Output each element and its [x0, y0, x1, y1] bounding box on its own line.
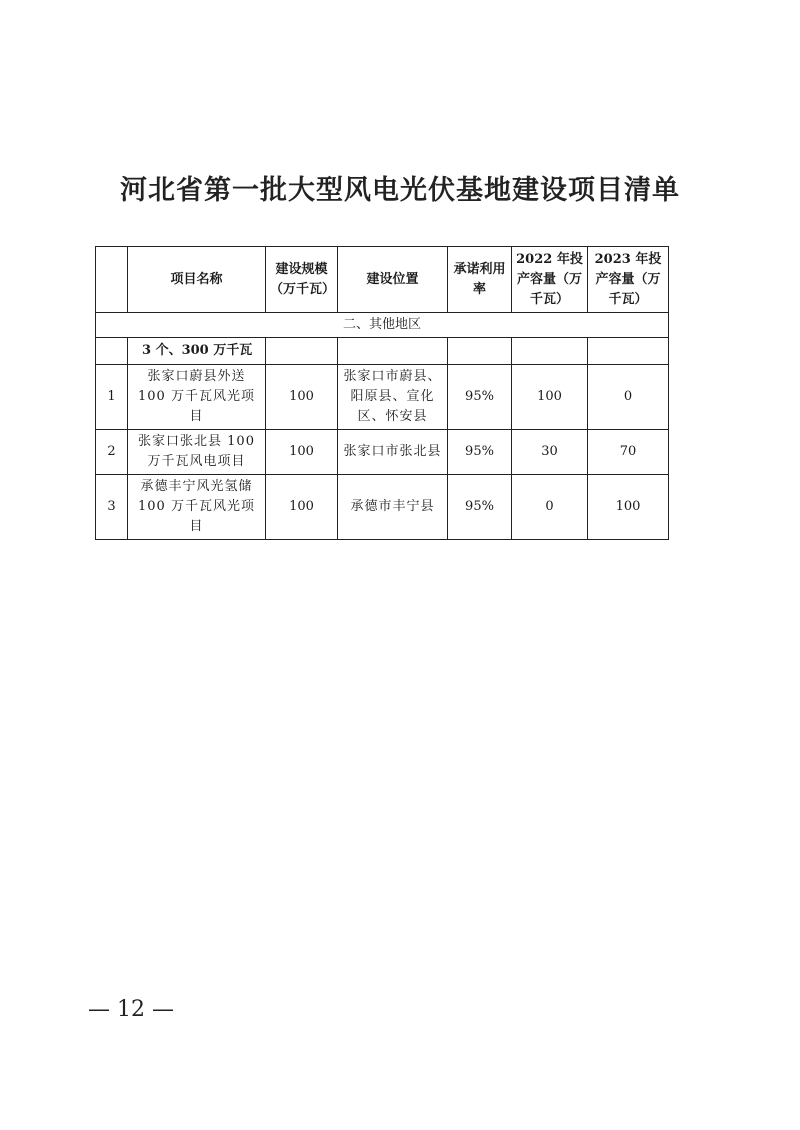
row-num: 1	[96, 365, 128, 430]
row-name: 张家口蔚县外送 100 万千瓦风光项目	[128, 365, 266, 430]
row-num: 2	[96, 430, 128, 475]
header-cap-2022: 2022 年投产容量（万千瓦）	[512, 247, 588, 313]
table-row	[96, 365, 669, 430]
row-cap-2022: 0	[512, 475, 588, 540]
row-rate: 95%	[448, 430, 512, 475]
group-empty-cell	[512, 338, 588, 365]
header-location: 建设位置	[338, 247, 448, 313]
row-location: 张家口市蔚县、阳原县、宣化区、怀安县	[338, 365, 448, 430]
page-title: 河北省第一批大型风电光伏基地建设项目清单	[120, 175, 680, 206]
row-num: 3	[96, 475, 128, 540]
table-row	[96, 475, 669, 540]
row-cap-2023: 100	[588, 475, 669, 540]
row-cap-2023: 0	[588, 365, 669, 430]
region-label: 二、其他地区	[96, 313, 669, 338]
group-empty-cell	[266, 338, 338, 365]
header-name: 项目名称	[128, 247, 266, 313]
row-scale: 100	[266, 475, 338, 540]
header-scale: 建设规模（万千瓦）	[266, 247, 338, 313]
row-cap-2023: 70	[588, 430, 669, 475]
group-empty-cell	[448, 338, 512, 365]
group-row	[96, 338, 669, 365]
header-num	[96, 247, 128, 313]
row-cap-2022: 100	[512, 365, 588, 430]
row-name: 张家口张北县 100 万千瓦风电项目	[128, 430, 266, 475]
row-scale: 100	[266, 430, 338, 475]
row-location: 承德市丰宁县	[338, 475, 448, 540]
region-row	[96, 313, 669, 338]
table-row	[96, 430, 669, 475]
header-cap-2023: 2023 年投产容量（万千瓦）	[588, 247, 669, 313]
row-location: 张家口市张北县	[338, 430, 448, 475]
page-number: — 12 —	[88, 997, 174, 1022]
header-rate: 承诺利用率	[448, 247, 512, 313]
row-rate: 95%	[448, 475, 512, 540]
group-label: 3 个、300 万千瓦	[128, 338, 266, 365]
group-empty-cell	[338, 338, 448, 365]
group-empty-cell	[96, 338, 128, 365]
table-header-row	[96, 247, 669, 313]
project-table	[95, 246, 669, 540]
row-name: 承德丰宁风光氢储100 万千瓦风光项目	[128, 475, 266, 540]
row-scale: 100	[266, 365, 338, 430]
group-empty-cell	[588, 338, 669, 365]
row-rate: 95%	[448, 365, 512, 430]
row-cap-2022: 30	[512, 430, 588, 475]
